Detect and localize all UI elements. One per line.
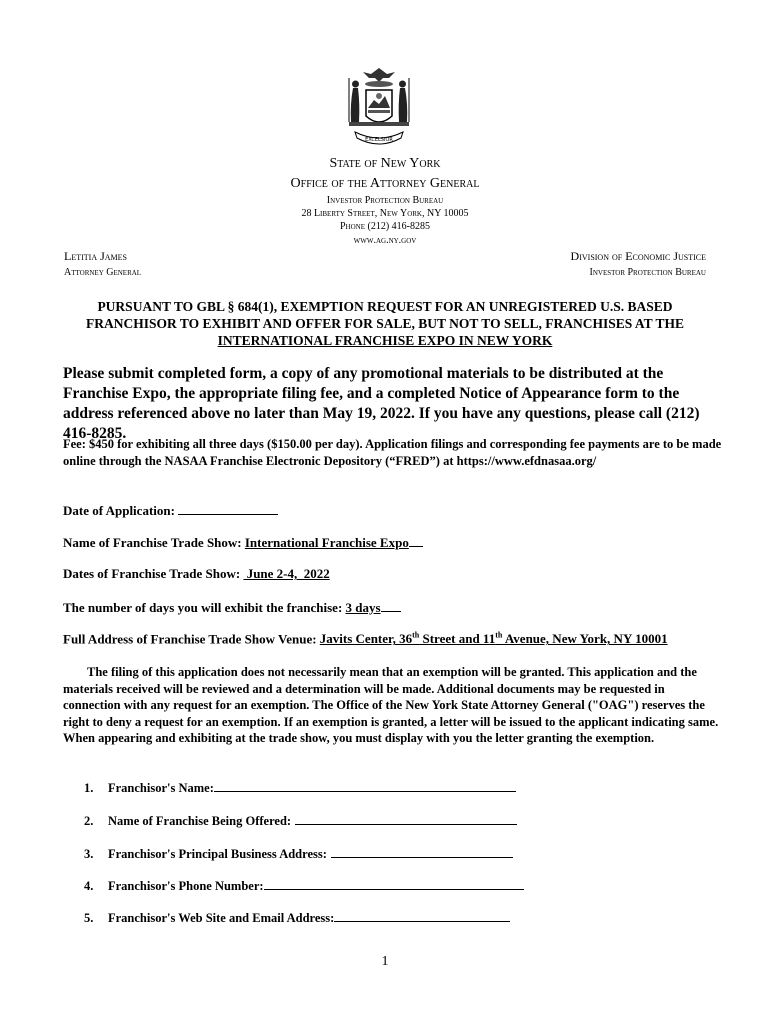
office-heading: Office of the Attorney General [290, 176, 480, 191]
principal-address-item: 3. Franchisor's Principal Business Address: [84, 845, 513, 862]
submission-instructions: Please submit completed form, a copy of any promotional materials to be distributed at the Franchise Expo, the appropriate filing fee, and a completed Notice of Appearance form to the address referenced above no later than May 19, 2022. If you have any questions, please call (212) 416-8285. [63, 365, 700, 442]
division-bureau: Investor Protection Bureau [589, 267, 706, 278]
trade-show-dates-value: June 2-4, 2022 [243, 566, 330, 581]
trade-show-name-field: Name of Franchise Trade Show: International Franchise Expo [63, 534, 423, 551]
exhibit-days-value: 3 days [345, 600, 381, 615]
franchise-offered-item: 2. Name of Franchise Being Offered: [84, 812, 517, 829]
bureau-heading: Investor Protection Bureau [326, 195, 444, 206]
new-york-state-seal [341, 64, 417, 154]
venue-address-value: Javits Center, 36th Street and 11th Avenue, New York, NY 10001 [319, 631, 668, 647]
date-of-application-field: Date of Application: [63, 502, 278, 519]
fee-information: Fee: $450 for exhibiting all three days ($150.00 per day). Application filings and corresponding fee payments are to be made online through the NASAA Franchise Electronic Depository (“FRED”) at https://www.efdnasaa.org/ [63, 437, 722, 468]
exhibit-days-field: The number of days you will exhibit the franchise: 3 days [63, 599, 401, 616]
state-heading: State of New York [329, 156, 441, 171]
franchise-offered-input[interactable] [295, 812, 517, 825]
form-title: PURSUANT TO GBL § 684(1), EXEMPTION REQUEST FOR AN UNREGISTERED U.S. BASED FRANCHISOR TO EXHIBIT AND OFFER FOR SALE, BUT NOT TO SELL, FRANCHISES AT THE INTERNATIONAL FRANCHISE EXPO IN NEW YORK [85, 299, 685, 348]
venue-address-field: Full Address of Franchise Trade Show Venue: Javits Center, 36th Street and 11th Avenue, New York, NY 10001 [63, 631, 668, 647]
page-number: 1 [381, 954, 389, 969]
attorney-general-name: Letitia James [64, 249, 127, 263]
attorney-general-title: Attorney General [64, 267, 142, 278]
principal-address-input[interactable] [331, 845, 513, 858]
franchisor-name-input[interactable] [214, 779, 516, 792]
date-of-application-input[interactable] [178, 502, 278, 515]
franchisor-name-item: 1. Franchisor's Name: [84, 779, 516, 796]
trade-show-dates-field: Dates of Franchise Trade Show: June 2-4, 2022 [63, 566, 330, 581]
office-website: www.ag.ny.gov [353, 235, 417, 246]
division-name: Division of Economic Justice [570, 249, 706, 263]
phone-number-input[interactable] [264, 877, 524, 890]
website-email-input[interactable] [334, 909, 510, 922]
phone-number-item: 4. Franchisor's Phone Number: [84, 877, 524, 894]
svg-text:EXCELSIOR: EXCELSIOR [365, 137, 393, 143]
trade-show-name-value: International Franchise Expo [244, 535, 409, 550]
office-phone: Phone (212) 416-8285 [340, 221, 430, 232]
exemption-disclaimer-paragraph: The filing of this application does not necessarily mean that an exemption will be granted. This application and the materials received will be reviewed and a determination will be made. Additional documents may be requested in connection with any request for an exemption. The Office of the New York State Attorney General ("OAG") reserves the right to deny a request for an exemption. If an exemption is granted, a letter will be issued to the applicant indicating same. When appearing and exhibiting at the trade show, you must display with you the letter granting the exemption. [63, 665, 719, 745]
website-email-item: 5. Franchisor's Web Site and Email Address: [84, 909, 510, 926]
office-address: 28 Liberty Street, New York, NY 10005 [301, 208, 469, 219]
